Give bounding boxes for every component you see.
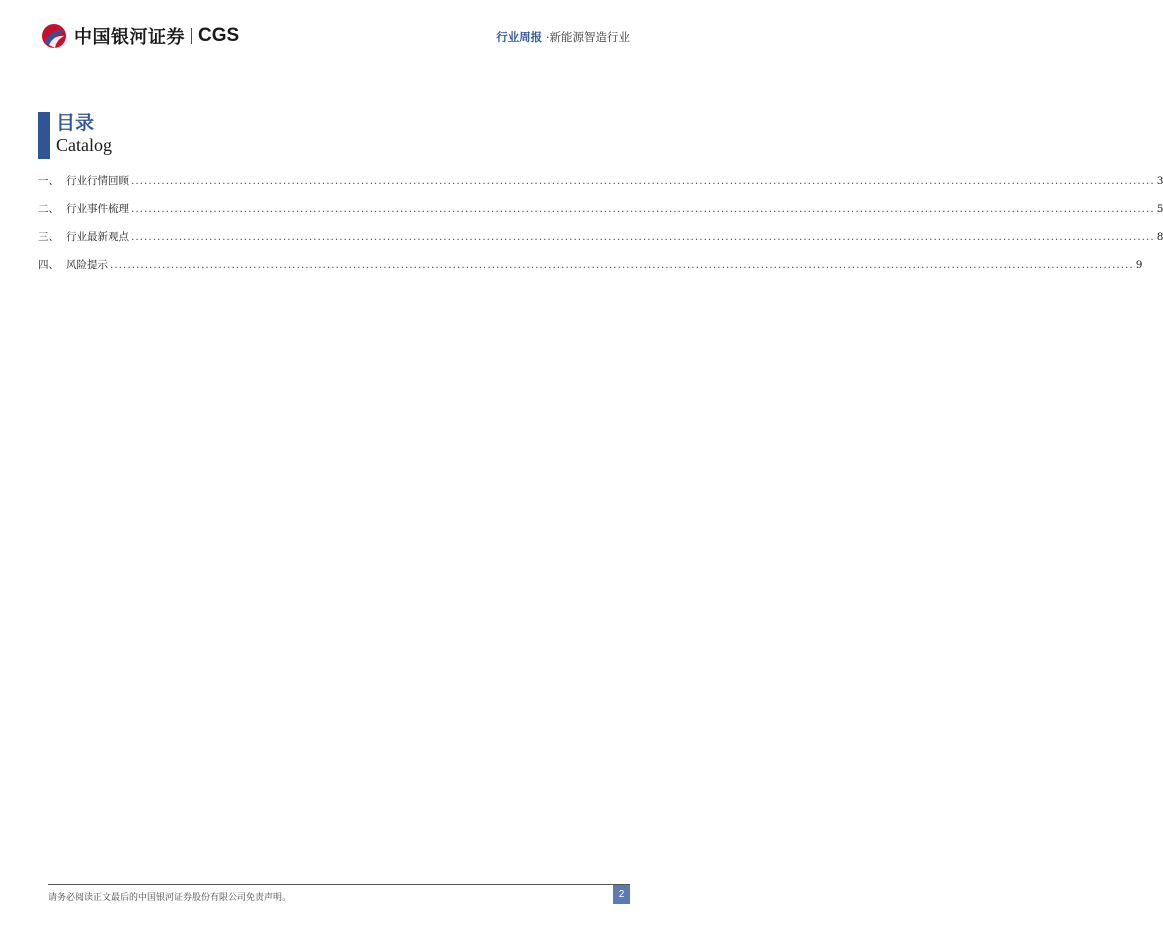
- toc-leader-dots: ............................................................................................................................................................................................................................................: [131, 231, 1155, 243]
- page-number: 2: [613, 885, 630, 904]
- toc-entry-page: 9: [1135, 259, 1143, 271]
- toc-entry[interactable]: [38, 173, 1163, 201]
- toc-leader-dots: ............................................................................................................................................................................................................................................: [131, 175, 1155, 187]
- table-of-contents: [38, 173, 1163, 285]
- logo-separator: [191, 28, 192, 44]
- cgs-logo-icon: [40, 22, 70, 50]
- report-type: 行业周报: [496, 30, 543, 44]
- heading-accent-bar: [38, 112, 50, 159]
- toc-entry-page: 8: [1156, 231, 1163, 243]
- footer-disclaimer: 请务必阅读正文最后的中国银河证券股份有限公司免责声明。: [48, 893, 292, 903]
- page-header: [0, 0, 662, 60]
- toc-entry-page: 5: [1156, 203, 1163, 215]
- toc-entry[interactable]: [38, 201, 1163, 229]
- toc-entry-label: 行业最新观点: [66, 231, 129, 243]
- toc-entry-label: 行业事件梳理: [66, 203, 129, 215]
- report-sector: ·新能源智造行业: [545, 30, 630, 44]
- toc-title-chinese: 目录: [56, 112, 95, 134]
- toc-entry-number: 二、: [38, 203, 59, 215]
- footer-divider: [48, 884, 630, 885]
- toc-entry-number: 一、: [38, 175, 59, 187]
- toc-entry[interactable]: [38, 257, 1143, 285]
- company-logo: [40, 22, 239, 50]
- toc-entry[interactable]: [38, 229, 1163, 257]
- toc-title-english: Catalog: [56, 135, 112, 155]
- toc-leader-dots: ............................................................................................................................................................................................................................................: [131, 203, 1155, 215]
- toc-entry-label: 行业行情回顾: [66, 175, 129, 187]
- toc-entry-number: 三、: [38, 231, 59, 243]
- toc-entry-label: 风险提示: [66, 259, 108, 271]
- toc-entry-number: 四、: [38, 259, 59, 271]
- toc-leader-dots: ............................................................................................................................................................................................................................................: [110, 259, 1134, 271]
- logo-english-name: CGS: [198, 25, 240, 46]
- report-header-label: [496, 29, 630, 45]
- toc-entry-page: 3: [1156, 175, 1163, 187]
- logo-chinese-name: 中国银河证券: [74, 27, 185, 48]
